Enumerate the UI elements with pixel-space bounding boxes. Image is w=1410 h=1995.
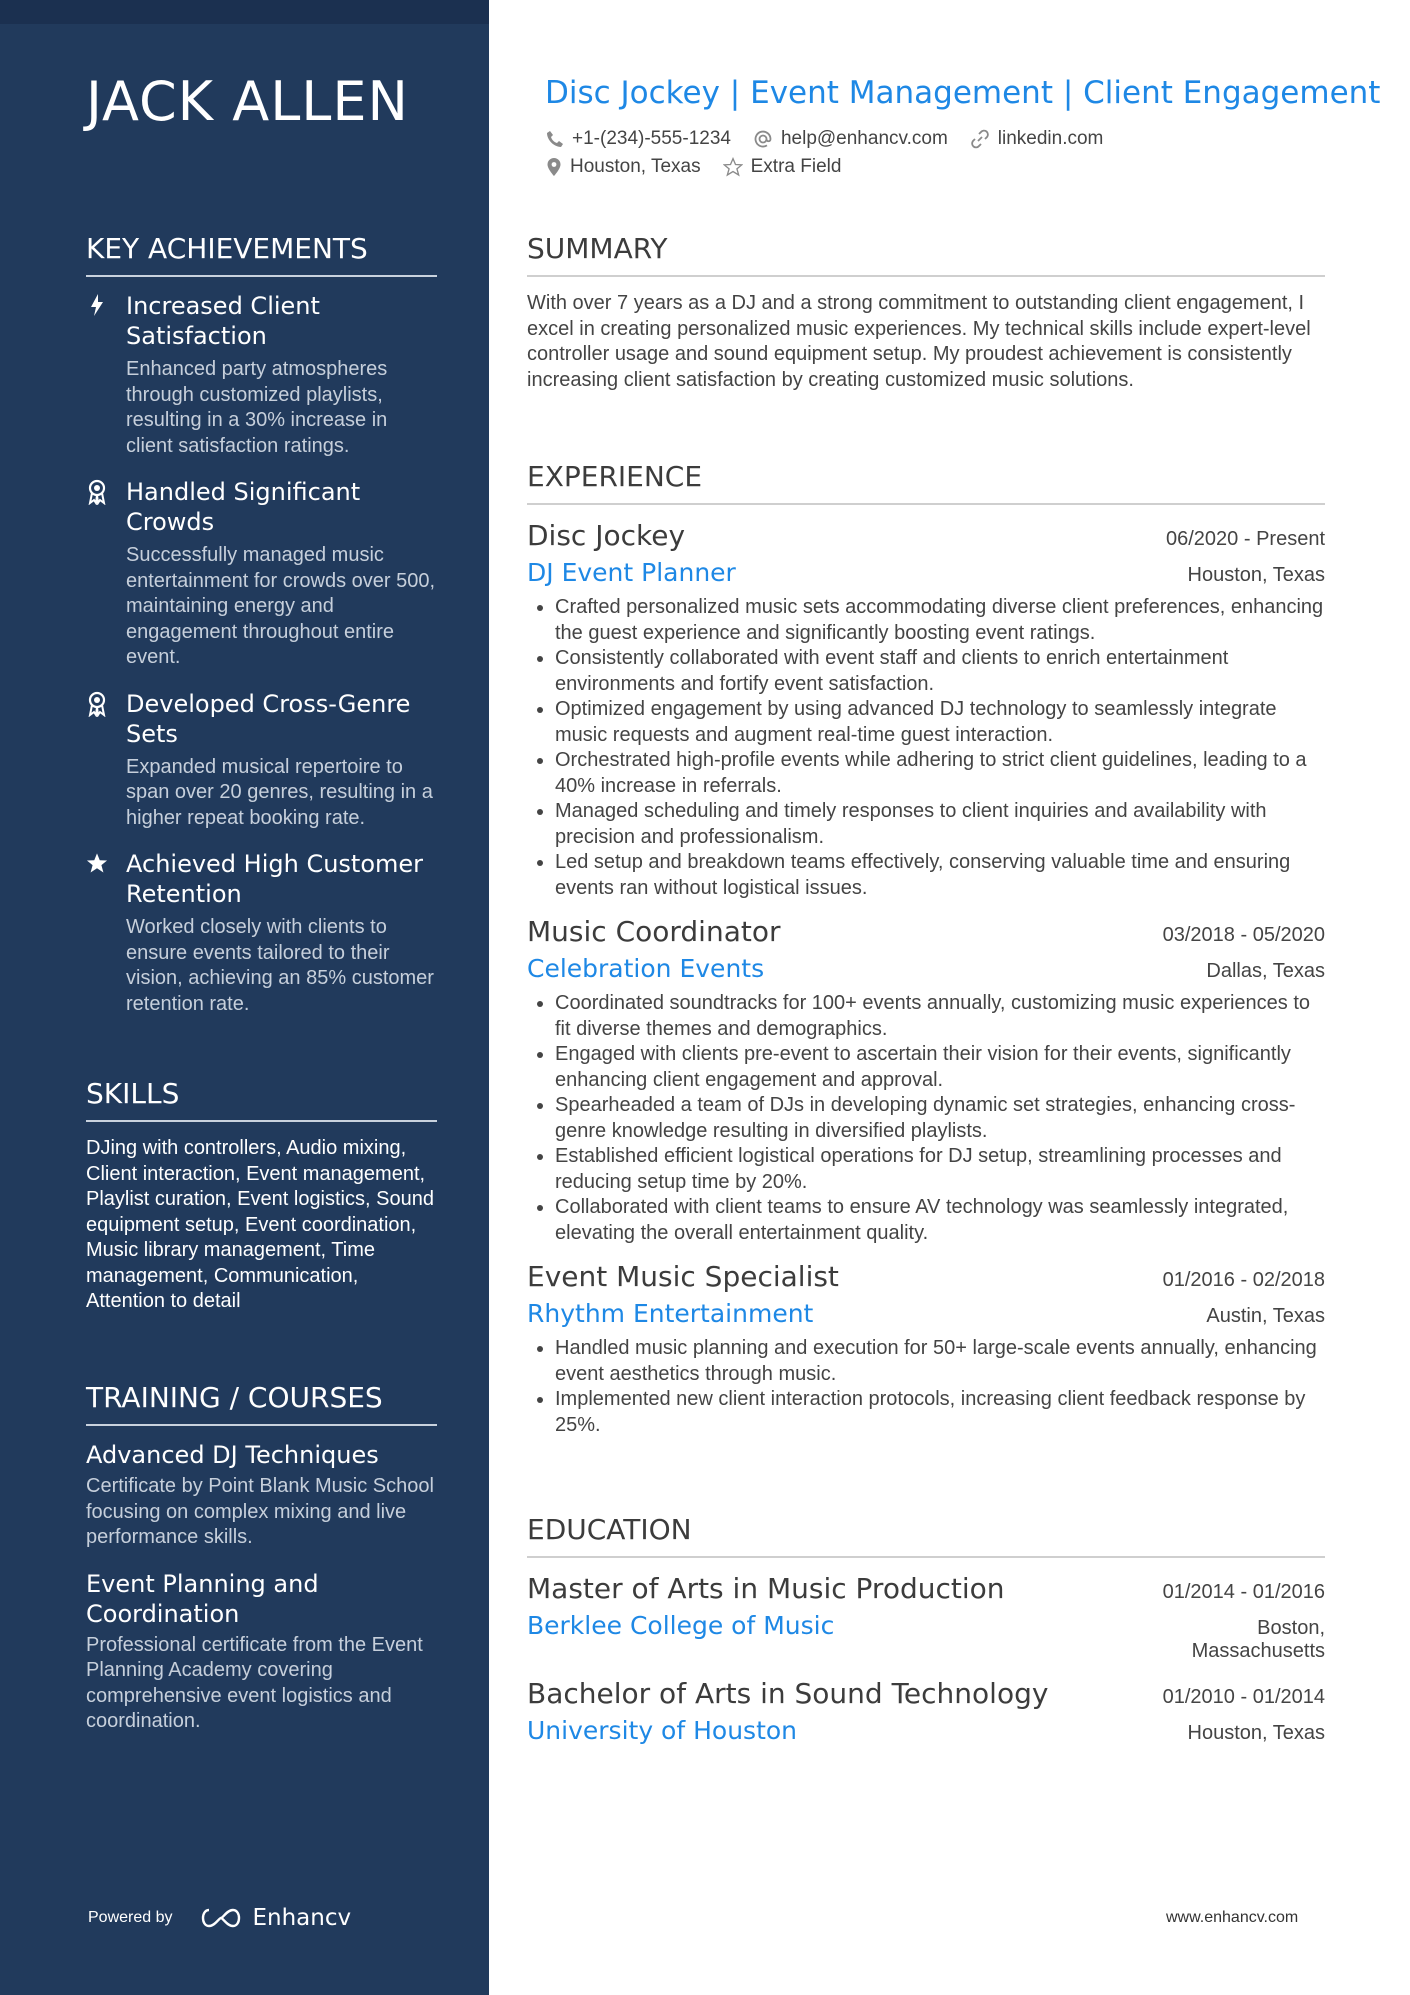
- course-desc: Professional certificate from the Event Planning Academy covering comprehensive event logistics and coordination.: [86, 1633, 423, 1732]
- candidate-name: JACK ALLEN: [86, 70, 409, 133]
- education-heading: EDUCATION: [527, 1513, 1325, 1558]
- location-item: [546, 156, 701, 178]
- link-text: linkedin.com: [997, 128, 1104, 149]
- contact-info: [546, 128, 1103, 184]
- job-bullets: [527, 595, 1325, 901]
- bullet: • Collaborated with client teams to ensure AV technology was seamlessly integrated, elevating the overall entertainment quality.: [555, 1195, 1325, 1246]
- job-dates: 01/2016 - 02/2018: [1162, 1269, 1325, 1291]
- experience-section: [527, 460, 1325, 1452]
- bullet: • Orchestrated high-profile events while adhering to strict client guidelines, leading to a 40% increase in referrals.: [555, 748, 1325, 799]
- job-bullets: [527, 1336, 1325, 1438]
- bullet: • Managed scheduling and timely responses to client inquiries and availability with precision and professionalism.: [555, 799, 1325, 850]
- brand-name: Enhancv: [252, 1905, 352, 1931]
- bullet: • Optimized engagement by using advanced DJ technology to seamlessly integrate music requests and augment real-time guest interaction.: [555, 697, 1325, 748]
- course-item: [86, 1569, 437, 1735]
- bullet: • Spearheaded a team of DJs in developing dynamic set strategies, enhancing cross-genre knowledge resulting in diversified playlists.: [555, 1093, 1325, 1144]
- education-location: Houston, Texas: [1187, 1722, 1325, 1744]
- star-outline-icon: [723, 157, 743, 177]
- course-desc: Certificate by Point Blank Music School focusing on complex mixing and live performance skills.: [86, 1475, 434, 1548]
- skills-list: DJing with controllers, Audio mixing, Client interaction, Event management, Playlist curation, Event logistics, Sound equipment setup, Event coordination, Music library management, Time management, Communication, Attention to detail: [86, 1137, 434, 1312]
- school: Berklee College of Music: [527, 1611, 835, 1640]
- achievement-desc: Expanded musical repertoire to span over 20 genres, resulting in a higher repeat booking rate.: [126, 755, 433, 829]
- achievement-desc: Successfully managed music entertainment for crowds over 500, maintaining energy and engagement throughout entire event.: [126, 544, 436, 668]
- experience-heading: EXPERIENCE: [527, 460, 1325, 505]
- achievement-title: Developed Cross-Genre Sets: [126, 689, 411, 748]
- summary-text: With over 7 years as a DJ and a strong commitment to outstanding client engagement, I excel in creating personalized music experiences. My technical skills include expert-level controller usage and sound equipment setup. My proudest achievement is consistently increasing client satisfaction by creating customized music solutions.: [527, 292, 1311, 391]
- powered-by-label: Powered by: [88, 1909, 173, 1926]
- job-location: Dallas, Texas: [1206, 960, 1325, 982]
- skills-heading: SKILLS: [86, 1077, 437, 1122]
- training-heading: TRAINING / COURSES: [86, 1381, 437, 1426]
- education-entry: [527, 1572, 1325, 1663]
- skills-section: [86, 1077, 437, 1315]
- achievement-title: Handled Significant Crowds: [126, 478, 361, 536]
- job-title: Event Music Specialist: [527, 1260, 839, 1293]
- headline: Disc Jockey | Event Management | Client Engagement: [545, 75, 1381, 111]
- job-dates: 06/2020 - Present: [1166, 528, 1325, 550]
- achievement-item: [86, 689, 437, 832]
- link-item[interactable]: [970, 128, 1104, 150]
- course-title: Event Planning and Coordination: [86, 1569, 319, 1628]
- education-dates: 01/2014 - 01/2016: [1162, 1581, 1325, 1603]
- location-pin-icon: [546, 157, 562, 177]
- key-achievements-heading: KEY ACHIEVEMENTS: [86, 232, 437, 277]
- bullet: • Crafted personalized music sets accommodating diverse client preferences, enhancing the guest experience and significantly boosting event ratings.: [555, 595, 1325, 646]
- bullet: • Engaged with clients pre-event to ascertain their vision for their events, significantly enhancing client engagement and approval.: [555, 1042, 1325, 1093]
- school: University of Houston: [527, 1716, 798, 1745]
- at-icon: [753, 129, 773, 149]
- job-entry: [527, 915, 1325, 1246]
- extra-field-item: [723, 156, 842, 178]
- education-location: Boston, Massachusetts: [1191, 1617, 1325, 1662]
- bullet: • Handled music planning and execution for 50+ large-scale events annually, enhancing event aesthetics through music.: [555, 1336, 1325, 1387]
- job-entry: [527, 1260, 1325, 1438]
- sidebar: [0, 0, 489, 1995]
- degree: Bachelor of Arts in Sound Technology: [527, 1677, 1049, 1710]
- link-icon: [970, 129, 990, 149]
- degree: Master of Arts in Music Production: [527, 1572, 1005, 1605]
- achievement-item: [86, 849, 437, 1017]
- job-company: Celebration Events: [527, 954, 765, 983]
- education-section: [527, 1513, 1325, 1759]
- infinity-icon: [197, 1906, 245, 1930]
- bullet: • Established efficient logistical operations for DJ setup, streamlining processes and reducing setup time by 20%.: [555, 1144, 1325, 1195]
- job-title: Music Coordinator: [527, 915, 781, 948]
- phone-item[interactable]: [546, 128, 731, 150]
- email-item[interactable]: [753, 128, 948, 150]
- key-achievements-section: [86, 232, 437, 1035]
- job-entry: [527, 519, 1325, 901]
- achievement-desc: Worked closely with clients to ensure events tailored to their vision, achieving an 85% customer retention rate.: [126, 916, 434, 1015]
- award-icon: [86, 479, 108, 505]
- powered-by: [88, 1905, 351, 1931]
- job-bullets: [527, 991, 1325, 1246]
- bullet: • Consistently collaborated with event staff and clients to enrich entertainment environments and fortify event satisfaction.: [555, 646, 1325, 697]
- achievement-title: Achieved High Customer Retention: [126, 850, 424, 908]
- extra-field-text: Extra Field: [750, 156, 842, 177]
- job-company: Rhythm Entertainment: [527, 1299, 814, 1328]
- summary-heading: SUMMARY: [527, 232, 1325, 277]
- achievement-item: [86, 291, 437, 459]
- education-dates: 01/2010 - 01/2014: [1162, 1686, 1325, 1708]
- bolt-icon: [86, 293, 108, 319]
- summary-section: [527, 232, 1325, 393]
- education-entry: [527, 1677, 1325, 1745]
- bullet: • Led setup and breakdown teams effectively, conserving valuable time and ensuring events ran without logistical issues.: [555, 850, 1325, 901]
- phone-icon: [546, 130, 564, 148]
- course-title: Advanced DJ Techniques: [86, 1441, 379, 1469]
- enhancv-logo[interactable]: [197, 1905, 352, 1931]
- email-text: help@enhancv.com: [780, 128, 948, 149]
- award-icon: [86, 691, 108, 717]
- location-text: Houston, Texas: [570, 156, 701, 177]
- bullet: • Coordinated soundtracks for 100+ events annually, customizing music experiences to fit diverse themes and demographics.: [555, 991, 1325, 1042]
- phone-text: +1-(234)-555-1234: [572, 128, 731, 149]
- job-dates: 03/2018 - 05/2020: [1162, 924, 1325, 946]
- job-company: DJ Event Planner: [527, 558, 736, 587]
- achievement-title: Increased Client Satisfaction: [126, 292, 320, 350]
- achievement-item: [86, 477, 437, 671]
- training-section: [86, 1381, 437, 1753]
- job-location: Austin, Texas: [1206, 1305, 1325, 1327]
- sidebar-top-bar: [0, 0, 489, 24]
- star-icon: [86, 851, 108, 877]
- footer-url[interactable]: www.enhancv.com: [1166, 1909, 1299, 1926]
- job-title: Disc Jockey: [527, 519, 686, 552]
- bullet: • Implemented new client interaction protocols, increasing client feedback response by 25%.: [555, 1387, 1325, 1438]
- achievement-desc: Enhanced party atmospheres through customized playlists, resulting in a 30% increase in client satisfaction ratings.: [126, 358, 388, 457]
- job-location: Houston, Texas: [1187, 564, 1325, 586]
- course-item: [86, 1440, 437, 1551]
